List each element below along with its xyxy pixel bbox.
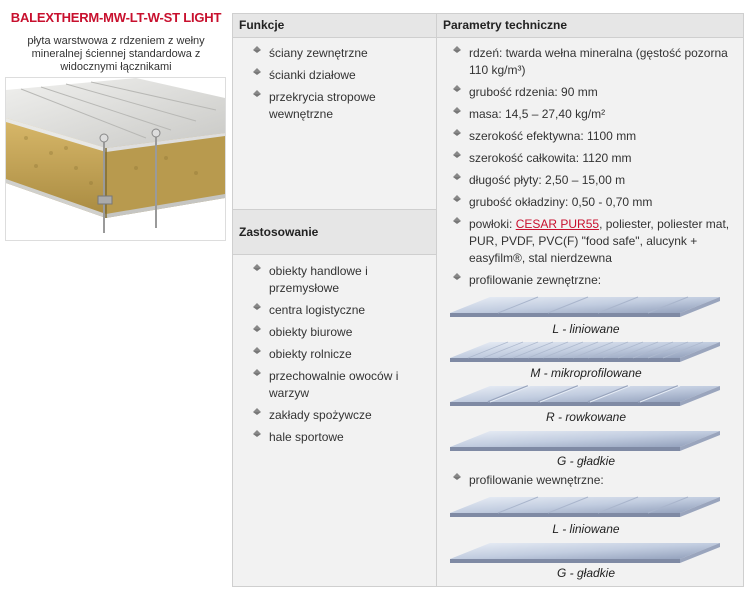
bullet-icon [453,277,461,280]
param-grubosc-rdzenia: grubość rdzenia: 90 mm [453,84,738,101]
bullet-icon [453,50,461,53]
param-szerokosc-efektywna: szerokość efektywna: 1100 mm [453,128,738,145]
product-description: płyta warstwowa z rdzeniem z wełny mineralnej ściennej standardowa z widocznymi łącznikami [27,35,205,73]
profile-caption: G - gładkie [556,566,616,580]
param-profilowanie-zewnetrzne: profilowanie zewnętrzne: [453,272,738,289]
bullet-icon [453,477,461,480]
list-item: hale sportowe [253,429,433,446]
parametry-header: Parametry techniczne [437,14,743,38]
bullet-icon [253,329,261,332]
bullet-icon [253,373,261,376]
profile-ext-lined-image [448,293,723,325]
profile-caption: L - liniowane [552,522,620,536]
bullet-icon [253,94,261,97]
product-title: BALEXTHERM-MW-LT-W-ST LIGHT [10,10,222,25]
list-item: przechowalnie owoców i warzyw [253,368,433,402]
list-item: obiekty handlowe i przemysłowe [253,263,433,297]
list-item: zakłady spożywcze [253,407,433,424]
parametry-list [453,45,738,294]
bullet-icon [453,111,461,114]
param-rdzen: rdzeń: twarda wełna mineralna (gęstość pozorna 110 kg/m³) [453,45,738,79]
param-dlugosc: długość płyty: 2,50 – 15,00 m [453,172,738,189]
zastosowanie-header: Zastosowanie [233,209,436,255]
bullet-icon [453,199,461,202]
profile-caption: R - rowkowane [545,410,627,424]
funkcje-header: Funkcje [233,14,436,38]
param-grubosc-okladziny: grubość okładziny: 0,50 - 0,70 mm [453,194,738,211]
bullet-icon [253,412,261,415]
bullet-icon [253,351,261,354]
zastosowanie-list [253,263,433,451]
list-item: przekrycia stropowe wewnętrzne [253,89,433,123]
profilowanie-wewnetrzne [453,472,738,494]
bullet-icon [453,155,461,158]
bullet-icon [453,221,461,224]
bullet-icon [253,268,261,271]
bullet-icon [253,434,261,437]
param-profilowanie-wewnetrzne: profilowanie wewnętrzne: [453,472,738,489]
funkcje-list [253,45,433,128]
panel-product-image [5,77,226,241]
product-spec-table [232,13,744,587]
list-item: ścianki działowe [253,67,433,84]
param-szerokosc-calkowita: szerokość całkowita: 1120 mm [453,150,738,167]
param-powloki: powłoki: CESAR PUR55, poliester, poliester mat, PUR, PVDF, PVC(F) "food safe", alucynk + easyfilm®, stal nierdzewna [453,216,738,267]
profile-caption: M - mikroprofilowane [530,366,642,380]
bullet-icon [253,307,261,310]
list-item: obiekty rolnicze [253,346,433,363]
list-item: ściany zewnętrzne [253,45,433,62]
bullet-icon [453,133,461,136]
bullet-icon [253,72,261,75]
list-item: centra logistyczne [253,302,433,319]
list-item: obiekty biurowe [253,324,433,341]
bullet-icon [253,50,261,53]
bullet-icon [453,177,461,180]
param-masa: masa: 14,5 – 27,40 kg/m² [453,106,738,123]
bullet-icon [453,89,461,92]
cesar-pur55-link[interactable]: CESAR PUR55 [515,217,600,231]
profile-caption: L - liniowane [552,322,620,336]
profile-int-lined-image [448,493,723,525]
profile-caption: G - gładkie [556,454,616,468]
